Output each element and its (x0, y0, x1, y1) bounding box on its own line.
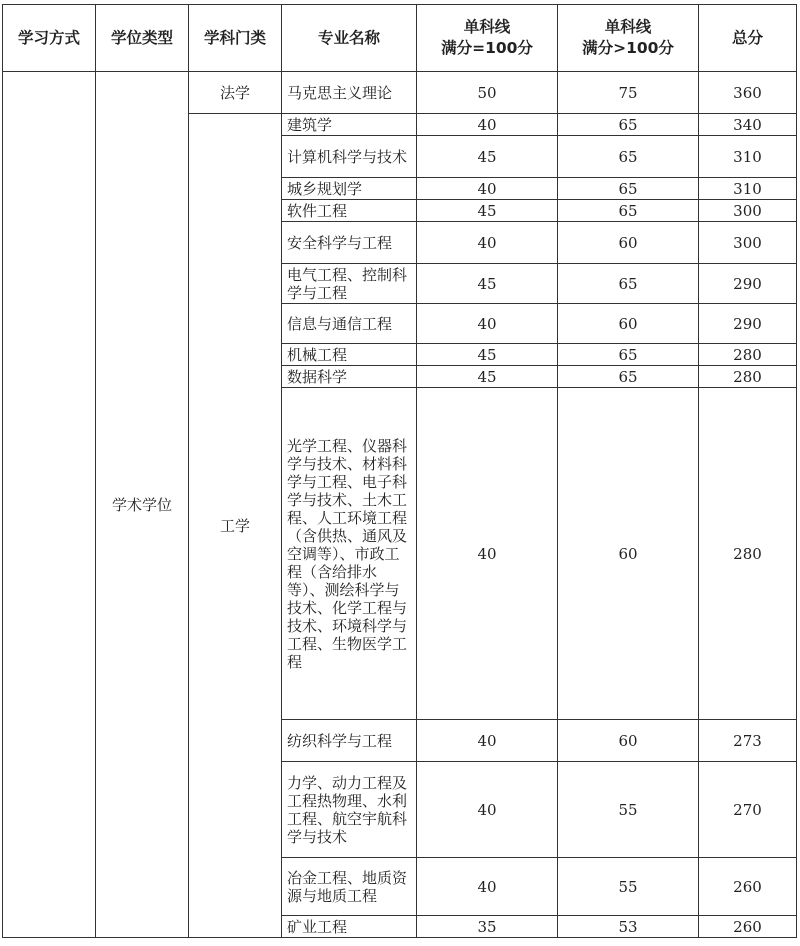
major-cell: 电气工程、控制科学与工程 (282, 264, 417, 304)
total-cell: 310 (699, 178, 797, 200)
single-100-cell: 40 (417, 858, 558, 916)
single-gt100-cell: 55 (558, 858, 699, 916)
single-100-cell: 40 (417, 720, 558, 762)
header-single-100 (417, 5, 558, 72)
total-cell: 260 (699, 916, 797, 938)
header-single-gt100 (558, 5, 699, 72)
total-cell: 273 (699, 720, 797, 762)
discipline-engineering-cell: 工学 (189, 114, 282, 938)
single-gt100-cell: 65 (558, 114, 699, 136)
header-total: 总分 (699, 5, 797, 72)
total-cell: 280 (699, 344, 797, 366)
total-cell: 290 (699, 264, 797, 304)
single-gt100-cell: 55 (558, 762, 699, 858)
header-discipline: 学科门类 (189, 5, 282, 72)
major-cell: 数据科学 (282, 366, 417, 388)
header-single-gt100-line1: 单科线 (604, 18, 652, 36)
major-cell: 冶金工程、地质资源与地质工程 (282, 858, 417, 916)
major-cell: 城乡规划学 (282, 178, 417, 200)
single-gt100-cell: 53 (558, 916, 699, 938)
total-cell: 290 (699, 304, 797, 344)
major-cell: 建筑学 (282, 114, 417, 136)
single-100-cell: 50 (417, 72, 558, 114)
single-100-cell: 40 (417, 114, 558, 136)
single-gt100-cell: 65 (558, 264, 699, 304)
study-mode-cell (3, 72, 96, 938)
single-100-cell: 40 (417, 222, 558, 264)
major-cell: 安全科学与工程 (282, 222, 417, 264)
total-cell: 280 (699, 366, 797, 388)
total-cell: 310 (699, 136, 797, 178)
header-single-100-line1: 单科线 (463, 18, 511, 36)
single-100-cell: 40 (417, 762, 558, 858)
score-line-table (2, 4, 797, 938)
table-row (3, 72, 797, 114)
major-cell: 矿业工程 (282, 916, 417, 938)
total-cell: 260 (699, 858, 797, 916)
major-cell: 机械工程 (282, 344, 417, 366)
header-study-mode: 学习方式 (3, 5, 96, 72)
major-cell: 光学工程、仪器科学与技术、材料科学与工程、电子科学与技术、土木工程、人工环境工程（含供热、通风及空调等）、市政工程（含给排水等）、测绘科学与技术、化学工程与技术、环境科学与工程、生物医学工程 (282, 388, 417, 720)
single-gt100-cell: 60 (558, 304, 699, 344)
single-100-cell: 40 (417, 388, 558, 720)
total-cell: 340 (699, 114, 797, 136)
header-row (3, 5, 797, 72)
single-gt100-cell: 65 (558, 344, 699, 366)
header-major: 专业名称 (282, 5, 417, 72)
major-cell: 软件工程 (282, 200, 417, 222)
header-single-gt100-line2: 满分>100分 (582, 39, 674, 57)
major-cell: 马克思主义理论 (282, 72, 417, 114)
discipline-law-cell: 法学 (189, 72, 282, 114)
total-cell: 360 (699, 72, 797, 114)
header-single-100-line2: 满分=100分 (441, 39, 533, 57)
degree-type-cell: 学术学位 (96, 72, 189, 938)
major-cell: 力学、动力工程及工程热物理、水利工程、航空宇航科学与技术 (282, 762, 417, 858)
total-cell: 280 (699, 388, 797, 720)
single-gt100-cell: 65 (558, 200, 699, 222)
single-100-cell: 45 (417, 200, 558, 222)
single-gt100-cell: 65 (558, 136, 699, 178)
major-cell: 信息与通信工程 (282, 304, 417, 344)
total-cell: 300 (699, 200, 797, 222)
major-cell: 纺织科学与工程 (282, 720, 417, 762)
single-100-cell: 40 (417, 178, 558, 200)
total-cell: 270 (699, 762, 797, 858)
single-100-cell: 40 (417, 304, 558, 344)
single-gt100-cell: 60 (558, 388, 699, 720)
single-100-cell: 35 (417, 916, 558, 938)
single-100-cell: 45 (417, 264, 558, 304)
single-100-cell: 45 (417, 344, 558, 366)
single-gt100-cell: 60 (558, 720, 699, 762)
single-gt100-cell: 65 (558, 366, 699, 388)
single-gt100-cell: 75 (558, 72, 699, 114)
single-gt100-cell: 65 (558, 178, 699, 200)
single-gt100-cell: 60 (558, 222, 699, 264)
single-100-cell: 45 (417, 366, 558, 388)
single-100-cell: 45 (417, 136, 558, 178)
major-cell: 计算机科学与技术 (282, 136, 417, 178)
total-cell: 300 (699, 222, 797, 264)
header-degree-type: 学位类型 (96, 5, 189, 72)
